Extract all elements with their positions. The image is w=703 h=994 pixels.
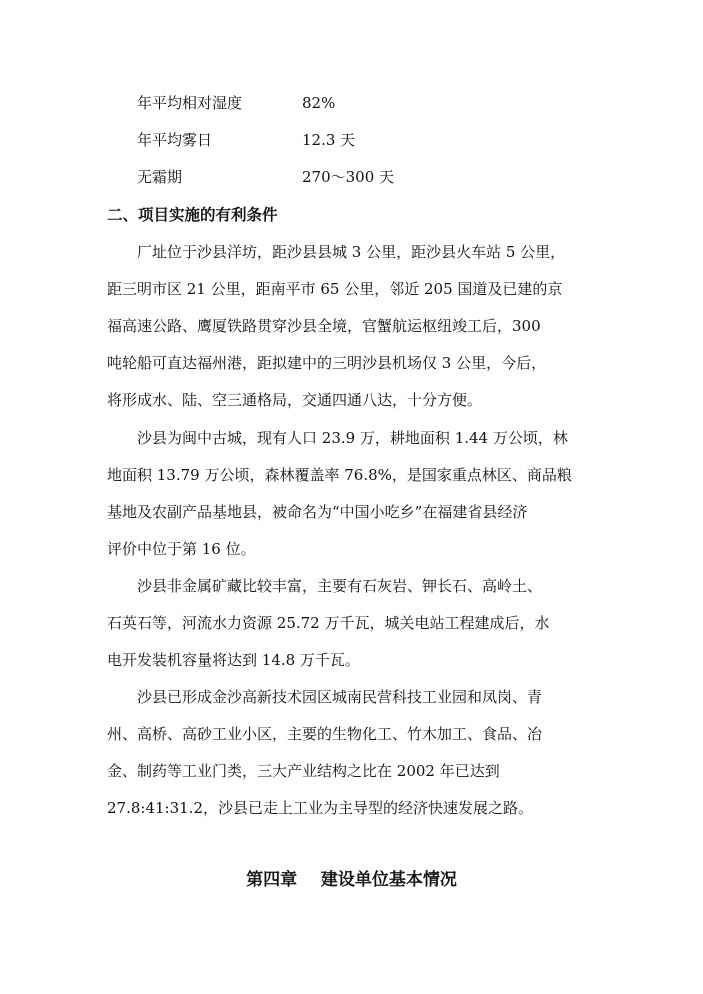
paragraph-line: 吨轮船可直达福州港，距拟建中的三明沙县机场仅 3 公里，今后，: [107, 354, 547, 372]
section-heading: 二、项目实施的有利条件: [107, 205, 278, 224]
paragraph-line: 27.8:41:31.2，沙县已走上工业为主导型的经济快速发展之路。: [107, 799, 533, 817]
paragraph-line: 石英石等，河流水力资源 25.72 万千瓦，城关电站工程建成后，水: [107, 614, 550, 632]
paragraph-line: 评价中位于第 16 位。: [107, 540, 256, 558]
paragraph-line: 金、制药等工业门类，三大产业结构之比在 2002 年已达到: [107, 762, 500, 780]
paragraph-line: 地面积 13.79 万公顷，森林覆盖率 76.8%，是国家重点林区、商品粮: [107, 466, 572, 484]
paragraph-line: 沙县为闽中古城，现有人口 23.9 万，耕地面积 1.44 万公顷，林: [137, 429, 568, 447]
paragraph-line: 距三明市区 21 公里，距南平市 65 公里，邻近 205 国道及已建的京: [107, 280, 563, 298]
paragraph-line: 福高速公路、鹰厦铁路贯穿沙县全境，官蟹航运枢纽竣工后，300: [107, 317, 541, 335]
climate-label: 年平均相对湿度: [137, 94, 243, 112]
climate-value: 82%: [302, 94, 336, 112]
climate-label: 年平均雾日: [137, 131, 213, 149]
paragraph-line: 沙县非金属矿藏比较丰富，主要有石灰岩、钾长石、高岭土、: [137, 577, 543, 595]
paragraph-line: 将形成水、陆、空三通格局，交通四通八达，十分方便。: [107, 391, 483, 409]
paragraph-line: 厂址位于沙县洋坊，距沙县县城 3 公里，距沙县火车站 5 公里，: [137, 243, 566, 261]
chapter-title: 第四章 建设单位基本情况: [246, 870, 457, 890]
paragraph-line: 州、高桥、高砂工业小区，主要的生物化工、竹木加工、食品、冶: [107, 725, 543, 743]
paragraph-line: 电开发装机容量将达到 14.8 万千瓦。: [107, 651, 360, 669]
paragraph-line: 沙县已形成金沙高新技术园区城南民营科技工业园和凤岗、青: [137, 688, 543, 706]
climate-value: 270～300 天: [302, 168, 395, 186]
climate-label: 无霜期: [137, 168, 183, 186]
climate-value: 12.3 天: [302, 131, 356, 149]
paragraph-line: 基地及农副产品基地县，被命名为“中国小吃乡”在福建省县经济: [107, 503, 528, 521]
